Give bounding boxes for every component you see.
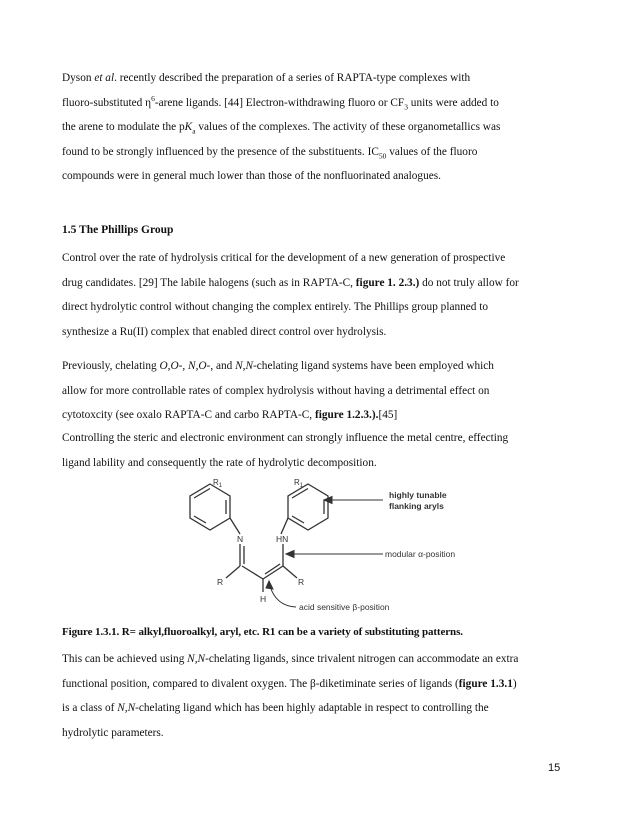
figure-reference: figure 1. 2.3.) (355, 276, 420, 289)
n-label: N (237, 534, 244, 544)
subscript: a (192, 126, 196, 136)
annotation-beta: acid sensitive β-position (299, 602, 390, 612)
r1-right-label: $R_1$ (294, 478, 304, 489)
text-run: Controlling the steric and electronic environment can strongly influence the metal centre, effecting (62, 432, 509, 444)
figure-reference: figure 1.3.1 (458, 677, 513, 690)
text-run: compounds were in general much lower than those of the nonfluorinated analogues. (62, 170, 441, 182)
paragraph-previously (62, 354, 562, 428)
text-run: the arene to modulate the p (62, 121, 185, 133)
text-italic: N,N (187, 653, 206, 665)
right-aryl-ring (288, 484, 328, 530)
text-run: , (182, 360, 189, 372)
text-run: do not truly allow for (419, 276, 519, 289)
subscript: 3 (404, 101, 408, 111)
left-aryl-ring (190, 484, 230, 530)
text-run: allow for more controllable rates of complex hydrolysis without having a detrimental effect on (62, 384, 490, 397)
paragraph-control (62, 246, 562, 344)
text-run: cytotoxcity (see oxalo RAPTA-C and carbo RAPTA-C, (62, 409, 315, 421)
text-run: values of the complexes. The activity of these organometallics was (195, 121, 501, 133)
text-run: -arene ligands. [44] Electron-withdrawing fluoro or CF (154, 96, 405, 109)
text-run: -chelating ligands, since trivalent nitrogen can accommodate an extra (205, 653, 519, 665)
superscript: 6 (151, 93, 155, 103)
text-run: This can be achieved using (62, 653, 188, 665)
paragraph-controlling (62, 426, 562, 475)
annotation-alpha: modular α-position (385, 549, 456, 559)
paragraph-achieved (62, 647, 562, 745)
subscript: 50 (378, 150, 387, 160)
paragraph-dyson (62, 66, 562, 189)
text-italic: N,O- (188, 360, 211, 372)
beta-diketiminate-figure (178, 476, 478, 621)
r-left-label: R (217, 577, 224, 587)
text-run: units were added to (407, 96, 499, 109)
figure-caption: Figure 1.3.1. R= alkyl,fluoroalkyl, aryl, etc. R1 can be a variety of substituting patterns. (62, 626, 463, 638)
text-run: functional position, compared to divalent oxygen. The β-diketiminate series of ligands ( (62, 677, 459, 690)
text-italic: O,O- (159, 360, 183, 372)
text-run: values of the fluoro (386, 145, 478, 158)
text-run: found to be strongly influenced by the presence of the substituents. IC (62, 145, 379, 158)
figure-reference: figure 1.2.3.). (314, 409, 379, 421)
chemical-structure-diagram (178, 476, 478, 616)
text-run: . recently described the preparation of a series of RAPTA-type complexes with (114, 72, 471, 84)
text-run: drug candidates. [29] The labile halogens (such as in RAPTA-C, (62, 276, 356, 289)
text-run: hydrolytic parameters. (62, 726, 164, 739)
page-number: 15 (548, 762, 561, 774)
text-italic: N,N (235, 360, 254, 372)
text-run: [45] (378, 409, 398, 421)
text-run: Control over the rate of hydrolysis critical for the development of a new generation of prospective (62, 252, 506, 264)
text-run: fluoro-substituted η (62, 96, 152, 109)
h-label: H (260, 594, 267, 604)
text-run: synthesize a Ru(II) complex that enabled direct control over hydrolysis. (62, 325, 387, 338)
text-run: direct hydrolytic control without changing the complex entirely. The Phillips group planned to (62, 301, 489, 313)
text-run: Dyson (62, 72, 95, 84)
text-italic: et al (94, 72, 115, 84)
text-run: , and (210, 360, 236, 372)
text-run: -chelating ligand which has been highly adaptable in respect to controlling the (135, 702, 489, 714)
hn-label: HN (276, 534, 289, 544)
r1-left-label: $R_1$ (213, 478, 223, 489)
text-run: Previously, chelating (62, 360, 160, 372)
text-run: ) (512, 677, 517, 690)
annotation-flanking: flanking aryls (389, 501, 444, 511)
text-run: -chelating ligand systems have been employed which (253, 360, 494, 372)
text-run: is a class of (62, 702, 118, 714)
r-right-label: R (298, 577, 305, 587)
text-italic: K (184, 121, 193, 133)
text-run: ligand lability and consequently the rate of hydrolytic decomposition. (62, 456, 377, 469)
section-heading: 1.5 The Phillips Group (62, 224, 174, 236)
text-italic: N,N (117, 702, 136, 714)
annotation-tunable: highly tunable (389, 490, 447, 500)
